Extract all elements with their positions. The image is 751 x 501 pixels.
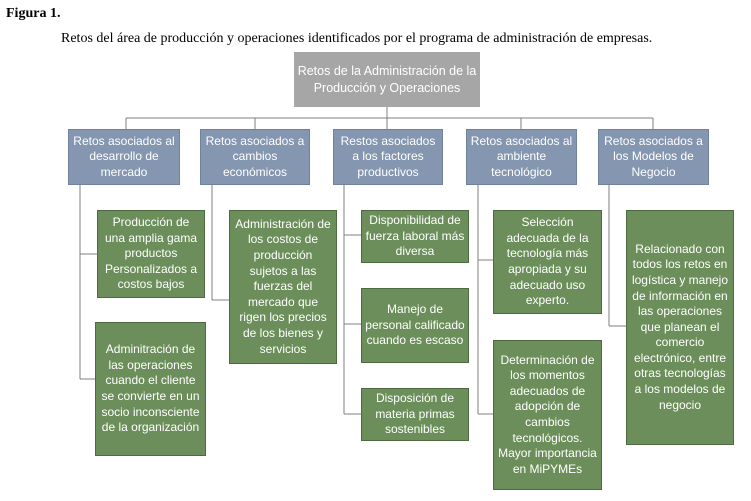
item-personal-calificado: Manejo de personal calificado cuando es escaso [361,288,469,363]
category-cambios-economicos: Retos asociados a cambios económicos [200,129,310,185]
category-factores-productivos: Restos asociados a los factores productivos [333,129,443,185]
item-logistica-informacion: Relacionado con todos los retos en logística y manejo de información en las operaciones que planean el comercio electrónico, entre otras tecnologías a los modelos de negocio [626,210,734,445]
category-ambiente-tecnologico: Retos asociados al ambiente tecnológico [466,129,577,185]
item-administracion-costos: Administración de los costos de producción sujetos a las fuerzas del mercado que rigen los precios de los bienes y servicios [229,210,337,364]
figure-label: Figura 1. [6,6,61,21]
item-produccion-gama-productos: Producción de una amplia gama productos Personalizados a costos bajos [97,210,205,298]
item-materia-primas: Disposición de materia primas sostenibles [361,388,469,441]
root-node: Retos de la Administración de la Producción y Operaciones [294,52,480,107]
category-desarrollo-mercado: Retos asociados al desarrollo de mercado [68,129,180,185]
item-administracion-cliente-socio: Adminitración de las operaciones cuando el cliente se convierte en un socio inconsciente de la organización [95,322,206,456]
category-modelos-negocio: Retos asociados a los Modelos de Negocio [598,129,709,185]
item-cambios-tecnologicos: Determinación de los momentos adecuados de adopción de cambios tecnológicos. Mayor importancia en MiPYMEs [493,340,602,490]
item-fuerza-laboral: Disponibilidad de fuerza laboral más diversa [361,210,469,263]
item-seleccion-tecnologia: Selección adecuada de la tecnología más apropiada y su adecuado uso experto. [493,210,602,314]
figure-caption: Retos del área de producción y operaciones identificados por el programa de administración de empresas. [61,31,653,46]
